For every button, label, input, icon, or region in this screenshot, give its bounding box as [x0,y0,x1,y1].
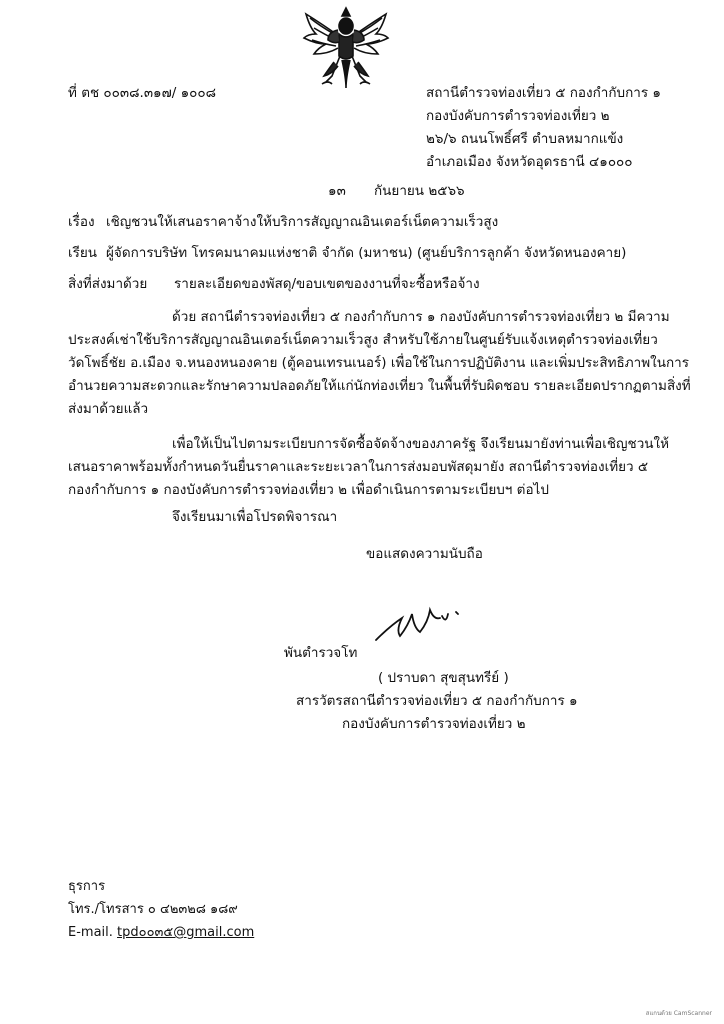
sender-address-line-3: ๒๖/๖ ถนนโพธิ์ศรี ตำบลหมากแข้ง [426,131,624,147]
handwritten-signature-icon [372,596,484,652]
subject-line [68,213,498,231]
recipient-text: ผู้จัดการบริษัท โทรคมนาคมแห่งชาติ จำกัด (มหาชน) (ศูนย์บริการลูกค้า จังหวัดหนองคาย) [106,245,627,261]
signer-name: ( ปราบดา สุขสุนทรีย์ ) [378,670,509,686]
garuda-emblem-icon [298,4,394,90]
email-link[interactable]: tpd๐๐๓๕@gmail.com [117,925,255,940]
paragraph-line: วัดโพธิ์ชัย อ.เมือง จ.หนองหนองคาย (ตู้คอนเทรนเนอร์) เพื่อใช้ในการปฏิบัติงาน และเพิ่มประสิทธิภาพในการ [68,355,689,371]
footer-phone: โทร./โทรสาร ๐ ๔๒๓๒๘ ๑๘๙ [68,902,238,917]
enclosure-label: สิ่งที่ส่งมาด้วย [68,276,148,292]
letter-date [328,182,465,200]
date-month-year: กันยายน ๒๕๖๖ [374,183,465,199]
enclosure-line [68,275,480,293]
enclosure-text: รายละเอียดของพัสดุ/ขอบเขตของงานที่จะซื้อหรือจ้าง [174,276,480,292]
signer-rank: พันตำรวจโท [284,645,358,661]
subject-label: เรื่อง [68,214,95,230]
closing-phrase: ขอแสดงความนับถือ [366,546,483,562]
signer-position-line-2: กองบังคับการตำรวจท่องเที่ยว ๒ [342,716,526,732]
email-label: E-mail. [68,925,113,940]
footer-department: ธุรการ [68,879,106,894]
paragraph-line: เสนอราคาพร้อมทั้งกำหนดวันยื่นราคาและระยะเวลาในการส่งมอบพัสดุมายัง สถานีตำรวจท่องเที่ยว ๕ [68,459,649,475]
paragraph-line: กองกำกับการ ๑ กองบังคับการตำรวจท่องเที่ยว ๒ เพื่อดำเนินการตามระเบียบฯ ต่อไป [68,482,549,498]
paragraph-line: อำนวยความสะดวกและรักษาความปลอดภัยให้แก่นักท่องเที่ยว ในพื้นที่รับผิดชอบ รายละเอียดปรากฏตามสิ่งที่ [68,378,691,394]
recipient-label: เรียน [68,245,98,261]
signer-position-line-1: สารวัตรสถานีตำรวจท่องเที่ยว ๕ กองกำกับการ ๑ [296,693,578,709]
reference-number: ที่ ตช ๐๐๓๘.๓๑๗/ ๑๐๐๘ [68,85,217,101]
sender-address-line-1: สถานีตำรวจท่องเที่ยว ๕ กองกำกับการ ๑ [426,85,661,101]
paragraph-line: ประสงค์เช่าใช้บริการสัญญาณอินเตอร์เน็ตความเร็วสูง สำหรับใช้ภายในศูนย์รับแจ้งเหตุตำรวจท่องเที่ยว [68,332,658,348]
scanner-watermark: สแกนด้วย CamScanner [645,1010,712,1017]
recipient-line [68,244,626,262]
sender-address-line-4: อำเภอเมือง จังหวัดอุดรธานี ๔๑๐๐๐ [426,154,633,170]
date-day: ๑๓ [328,183,346,199]
paragraph-line: ส่งมาด้วยแล้ว [68,401,149,417]
body-paragraph-1 [68,306,690,421]
sender-address-line-2: กองบังคับการตำรวจท่องเที่ยว ๒ [426,108,610,124]
subject-text: เชิญชวนให้เสนอราคาจ้างให้บริการสัญญาณอินเตอร์เน็ตความเร็วสูง [106,214,499,230]
body-paragraph-3: จึงเรียนมาเพื่อโปรดพิจารณา [172,509,338,525]
paragraph-line: เพื่อให้เป็นไปตามระเบียบการจัดซื้อจัดจ้างของภาครัฐ จึงเรียนมายังท่านเพื่อเชิญชวนให้ [172,436,669,452]
footer-email-line [68,924,254,942]
paragraph-line: ด้วย สถานีตำรวจท่องเที่ยว ๕ กองกำกับการ ๑ กองบังคับการตำรวจท่องเที่ยว ๒ มีความ [172,309,670,325]
body-paragraph-2 [68,433,690,502]
